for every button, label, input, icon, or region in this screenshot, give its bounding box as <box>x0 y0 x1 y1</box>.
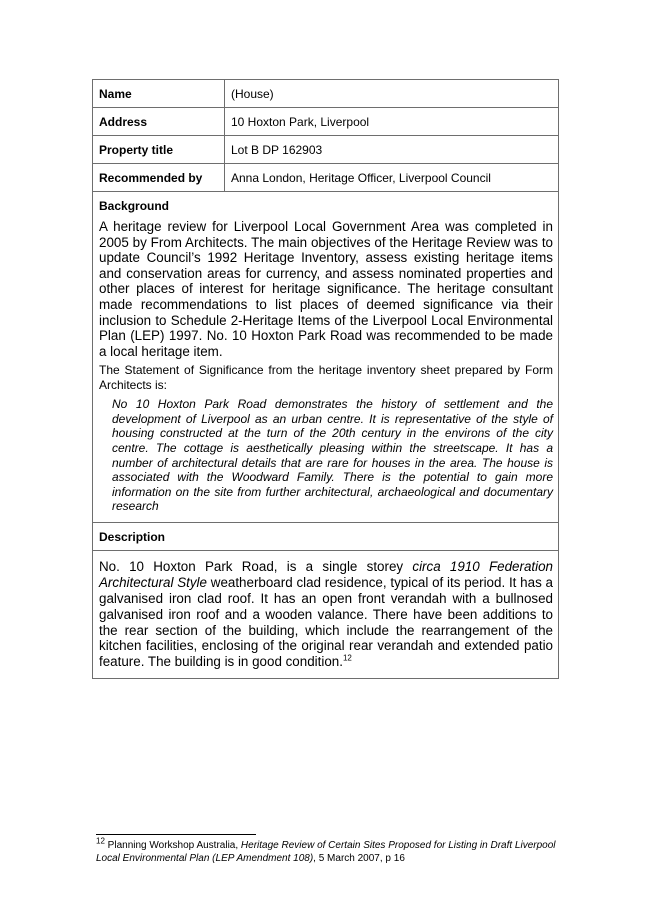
description-text-end: weatherboard clad residence, typical of its period. It has a galvanised iron clad roof. It has an open front verandah with a bullnosed galvanised iron roof and a wooden valance. There have been additions to the rear section of the building, which include the rearrangement of the kitchen facilities, enclosing of the original rear verandah and extended patio feature. The building is in good condition. <box>99 574 553 670</box>
description-style-italic: circa 1910 Federation Architectural Style <box>99 558 553 590</box>
footnote-title-italic: Heritage Review of Certain Sites Proposed for Listing in Draft Liverpool Local Environmental Plan (LEP Amendment 108) <box>96 840 556 864</box>
description-content <box>93 550 559 678</box>
row-label-address: Address <box>93 108 225 136</box>
footnote-text-start: Planning Workshop Australia, <box>104 840 241 851</box>
background-content <box>93 219 559 522</box>
row-value-address: 10 Hoxton Park, Liverpool <box>225 108 559 136</box>
row-value-property-title: Lot B DP 162903 <box>225 136 559 164</box>
heritage-item-table <box>92 79 559 679</box>
statement-intro: The Statement of Significance from the heritage inventory sheet prepared by Form Architects is: <box>99 363 553 392</box>
background-heading: Background <box>93 192 559 220</box>
footnote-number: 12 <box>96 836 105 846</box>
row-label-name: Name <box>93 80 225 108</box>
description-text <box>99 559 553 670</box>
description-content-row <box>93 550 559 678</box>
background-paragraph: A heritage review for Liverpool Local Government Area was completed in 2005 by From Architects. The main objectives of the Heritage Review was to update Council’s 1992 Heritage Inventory, assess existing heritage items and conservation areas for currency, and assess nominated properties and other places of interest for heritage significance. The heritage consultant made recommendations to list places of deemed significance via their inclusion to Schedule 2-Heritage Items of the Liverpool Local Environmental Plan (LEP) 1997. No. 10 Hoxton Park Road was recommended to be made a local heritage item. <box>99 219 553 359</box>
row-value-recommended-by: Anna London, Heritage Officer, Liverpool Council <box>225 164 559 192</box>
footnote-separator <box>96 834 256 835</box>
footnote-reference: 12 <box>342 653 352 663</box>
table-row <box>93 80 559 108</box>
description-text-start: No. 10 Hoxton Park Road, is a single storey <box>99 558 413 574</box>
footnote <box>96 836 556 865</box>
row-value-name: (House) <box>225 80 559 108</box>
footnote-text-end: , 5 March 2007, p 16 <box>313 852 405 864</box>
statement-of-significance-quote: No 10 Hoxton Park Road demonstrates the history of settlement and the development of Liverpool as an urban centre. It is representative of the style of housing constructed at the turn of the 20th century in the environs of the city centre. The cottage is aesthetically pleasing within the streetscape. It has a number of architectural details that are rare for houses in the area. The house is associated with the Woodward Family. There is the potential to gain more information on the site from further architectural, archaeological and documentary research <box>112 397 553 514</box>
table-row <box>93 136 559 164</box>
background-content-row <box>93 219 559 522</box>
description-heading: Description <box>93 522 559 550</box>
table-row <box>93 164 559 192</box>
background-heading-row <box>93 192 559 220</box>
row-label-property-title: Property title <box>93 136 225 164</box>
table-row <box>93 108 559 136</box>
row-label-recommended-by: Recommended by <box>93 164 225 192</box>
description-heading-row <box>93 522 559 550</box>
